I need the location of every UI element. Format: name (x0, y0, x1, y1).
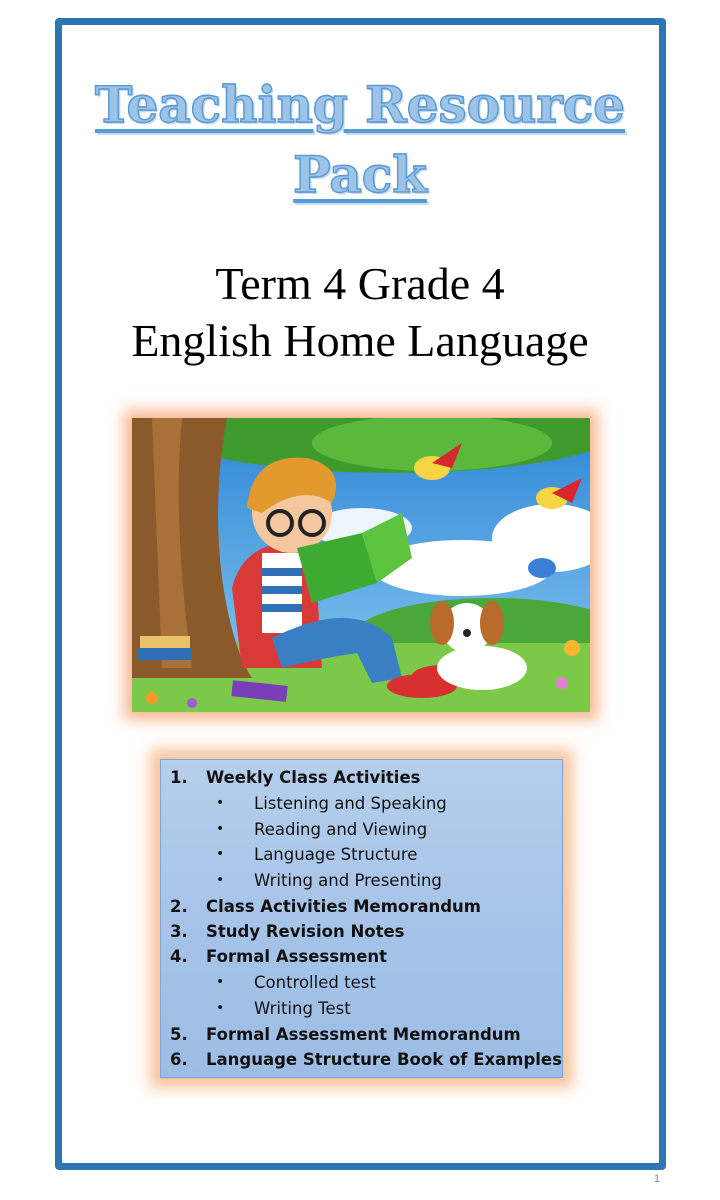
item-label: Language Structure (254, 845, 418, 864)
bullet-icon: • (216, 1000, 225, 1016)
title-line-1: Teaching Resource (94, 75, 625, 134)
item-number: 2. (170, 897, 188, 916)
item-label: Controlled test (254, 973, 376, 992)
item-label: Study Revision Notes (206, 922, 405, 941)
item-number: 1. (170, 768, 188, 787)
item-number: 5. (170, 1025, 188, 1044)
reading-boy-illustration (132, 418, 590, 712)
bullet-icon: • (216, 821, 225, 837)
cover-illustration (132, 418, 590, 712)
bullet-icon: • (216, 846, 225, 862)
item-label: Weekly Class Activities (206, 768, 421, 787)
contents-list (160, 759, 563, 1078)
item-number: 6. (170, 1050, 188, 1069)
item-label: Class Activities Memorandum (206, 897, 481, 916)
item-number: 3. (170, 922, 188, 941)
bullet-icon: • (216, 872, 225, 888)
item-number: 4. (170, 947, 188, 966)
title-line-2: Pack (293, 145, 427, 204)
item-label: Formal Assessment (206, 947, 388, 966)
item-label: Writing Test (254, 999, 351, 1018)
item-label: Writing and Presenting (254, 871, 442, 890)
page-number: 1 (654, 1173, 661, 1185)
item-label: Language Structure Book of Examples (206, 1050, 562, 1069)
subtitle-subject: English Home Language (131, 315, 589, 366)
bullet-icon: • (216, 795, 225, 811)
bullet-icon: • (216, 974, 225, 990)
item-label: Formal Assessment Memorandum (206, 1025, 521, 1044)
item-label: Listening and Speaking (254, 794, 447, 813)
subtitle-term-grade: Term 4 Grade 4 (215, 258, 505, 309)
item-label: Reading and Viewing (254, 820, 428, 839)
